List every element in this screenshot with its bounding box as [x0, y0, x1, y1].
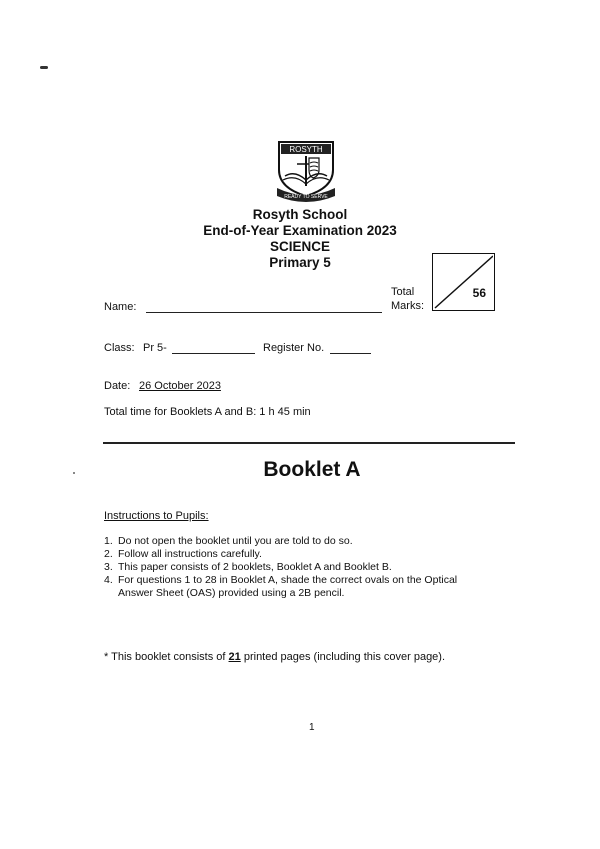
footnote: [104, 651, 445, 663]
class-value: Pr 5-: [143, 342, 167, 354]
instruction-text: Follow all instructions carefully.: [118, 548, 262, 560]
class-label: Class:: [104, 342, 135, 354]
total-label: Total: [391, 286, 415, 298]
name-label: Name:: [104, 301, 137, 313]
register-line[interactable]: [330, 353, 371, 354]
instruction-text: Do not open the booklet until you are told to do so.: [118, 535, 353, 547]
divider-line: [103, 442, 515, 444]
diagonal-slash: [433, 254, 493, 309]
instructions-heading: Instructions to Pupils:: [104, 510, 209, 522]
footnote-suffix: printed pages (including this cover page).: [243, 651, 446, 663]
scan-mark: [40, 66, 48, 69]
exam-title: End-of-Year Examination 2023: [203, 223, 397, 238]
instruction-item: [104, 587, 504, 600]
page-count: 21: [228, 651, 241, 663]
date-label: Date:: [104, 380, 131, 392]
date-value: 26 October 2023: [139, 380, 221, 392]
school-crest-logo: [275, 136, 337, 202]
school-name: Rosyth School: [252, 207, 348, 222]
instruction-number: 4.: [104, 574, 113, 586]
class-line[interactable]: [172, 353, 255, 354]
booklet-title: Booklet A: [263, 458, 361, 481]
instruction-text: For questions 1 to 28 in Booklet A, shade the correct ovals on the Optical: [118, 574, 458, 586]
instruction-item: [104, 561, 504, 574]
instruction-item: [104, 548, 504, 561]
total-marks-box: [432, 253, 495, 311]
total-marks-value: 56: [472, 286, 486, 300]
level-title: Primary 5: [269, 255, 331, 270]
instructions-list: [104, 535, 504, 600]
instruction-text: Answer Sheet (OAS) provided using a 2B pencil.: [118, 587, 345, 599]
crest-top-text: ROSYTH: [289, 145, 323, 154]
instruction-text: This paper consists of 2 booklets, Booklet A and Booklet B.: [118, 561, 392, 573]
instruction-number: [104, 587, 118, 600]
crest-motto: READY TO SERVE: [284, 194, 328, 200]
marks-label: Marks:: [391, 300, 424, 312]
total-time-text: Total time for Booklets A and B: 1 h 45 min: [104, 406, 311, 418]
instruction-number: 3.: [104, 561, 113, 573]
footnote-prefix: * This booklet consists of: [104, 651, 226, 663]
subject-title: SCIENCE: [269, 239, 330, 254]
instruction-item: [104, 535, 504, 548]
instruction-item: [104, 574, 504, 587]
instruction-number: 1.: [104, 535, 113, 547]
name-line[interactable]: [146, 312, 382, 313]
page-number: 1: [309, 722, 315, 733]
instruction-number: 2.: [104, 548, 113, 560]
register-label: Register No.: [263, 342, 325, 354]
